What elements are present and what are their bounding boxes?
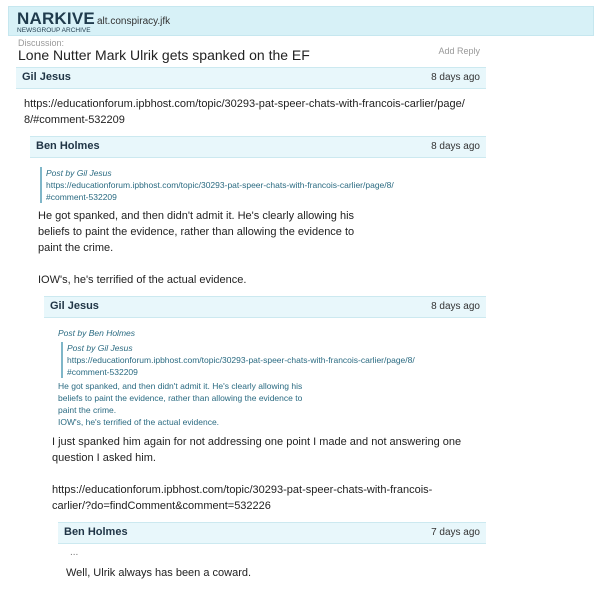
site-header xyxy=(8,6,594,36)
logo-title: NARKIVE xyxy=(17,9,95,28)
quote-line: IOW's, he's terrified of the actual evidence. xyxy=(58,417,220,427)
collapsed-quote-ellipsis[interactable]: ... xyxy=(70,547,79,558)
discussion-label: Discussion: xyxy=(18,38,65,48)
quote-line: paint the crime. xyxy=(58,405,117,415)
message-body xyxy=(38,208,354,288)
message-author[interactable]: Gil Jesus xyxy=(50,300,99,312)
body-line: Well, Ulrik always has been a coward. xyxy=(66,567,252,579)
quote-attribution: Post by Gil Jesus xyxy=(46,168,112,178)
message-body xyxy=(52,434,461,514)
blank-line xyxy=(52,466,461,482)
message-link-line[interactable]: 8/#comment-532209 xyxy=(24,114,125,126)
discussion-title: Lone Nutter Mark Ulrik gets spanked on the EF xyxy=(18,47,310,63)
message-time: 8 days ago xyxy=(431,141,480,152)
body-link-line[interactable]: https://educationforum.ipbhost.com/topic/30293-pat-speer-chats-with-francois- xyxy=(52,484,433,496)
logo-subtitle: NEWSGROUP ARCHIVE xyxy=(17,27,91,34)
message-header xyxy=(44,296,486,318)
quote-line[interactable]: #comment-532209 xyxy=(46,192,117,202)
message-author[interactable]: Gil Jesus xyxy=(22,71,71,83)
message-body xyxy=(24,96,465,128)
narkive-logo[interactable] xyxy=(17,10,95,35)
body-line: IOW's, he's terrified of the actual evidence. xyxy=(38,274,247,286)
message-time: 7 days ago xyxy=(431,527,480,538)
inner-quote-attribution: Post by Gil Jesus xyxy=(67,343,133,353)
body-line: beliefs to paint the evidence, rather than allowing the evidence to xyxy=(38,226,355,238)
message-link-line[interactable]: https://educationforum.ipbhost.com/topic/30293-pat-speer-chats-with-francois-carlier/page/ xyxy=(24,98,465,110)
quote-line[interactable]: https://educationforum.ipbhost.com/topic/30293-pat-speer-chats-with-francois-carlier/page/8/ xyxy=(46,180,394,190)
message-time: 8 days ago xyxy=(431,72,480,83)
quoted-text xyxy=(58,380,302,428)
body-line: paint the crime. xyxy=(38,242,114,254)
message-header xyxy=(16,67,486,89)
message-header xyxy=(58,522,486,544)
newsgroup-link[interactable]: alt.conspiracy.jfk xyxy=(97,16,171,27)
body-link-line[interactable]: carlier/?do=findComment&comment=532226 xyxy=(52,500,271,512)
quoted-post xyxy=(40,167,394,203)
message-author[interactable]: Ben Holmes xyxy=(64,526,128,538)
quoted-post xyxy=(54,327,135,339)
message-time: 8 days ago xyxy=(431,301,480,312)
blank-line xyxy=(38,256,354,272)
quote-line[interactable]: #comment-532209 xyxy=(67,367,138,377)
message-body xyxy=(66,565,251,581)
quote-line[interactable]: https://educationforum.ipbhost.com/topic/30293-pat-speer-chats-with-francois-carlier/page/8/ xyxy=(67,355,415,365)
body-line: question I asked him. xyxy=(52,452,156,464)
message-header xyxy=(30,136,486,158)
message-author[interactable]: Ben Holmes xyxy=(36,140,100,152)
quote-line: He got spanked, and then didn't admit it. He's clearly allowing his xyxy=(58,381,303,391)
body-line: He got spanked, and then didn't admit it. He's clearly allowing his xyxy=(38,210,355,222)
quote-attribution: Post by Ben Holmes xyxy=(58,328,136,338)
add-reply-link[interactable]: Add Reply xyxy=(438,46,480,56)
nested-quote xyxy=(61,342,415,378)
quote-line: beliefs to paint the evidence, rather than allowing the evidence to xyxy=(58,393,303,403)
body-line: I just spanked him again for not addressing one point I made and not answering one xyxy=(52,436,462,448)
